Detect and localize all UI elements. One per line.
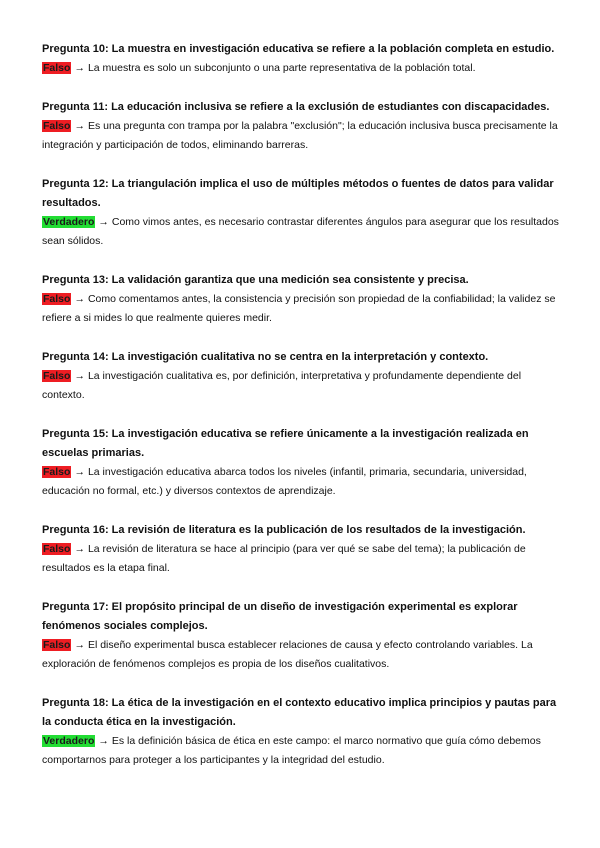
question-16 [42,521,560,578]
verdict-badge-verdadero: Verdadero [43,735,95,747]
arrow-right-icon: → [74,639,85,651]
question-answer [42,117,560,155]
question-title: Pregunta 18: La ética de la investigación en el contexto educativo implica principios y pautas para la conducta ética en la investigación. [42,697,557,728]
question-title: Pregunta 14: La investigación cualitativa no se centra en la interpretación y contexto. [42,351,489,363]
arrow-right-icon: → [98,216,109,228]
arrow-right-icon: → [74,370,85,382]
question-answer [42,732,560,770]
verdict-badge-falso: Falso [43,466,71,478]
arrow-right-icon: → [74,293,85,305]
arrow-right-icon: → [74,543,85,555]
question-title: Pregunta 13: La validación garantiza que una medición sea consistente y precisa. [42,274,469,286]
verdict-badge-falso: Falso [43,62,71,74]
question-title: Pregunta 15: La investigación educativa se refiere únicamente a la investigación realizada en escuelas primarias. [42,428,529,459]
question-title: Pregunta 12: La triangulación implica el uso de múltiples métodos o fuentes de datos para validar resultados. [42,178,554,209]
question-15 [42,425,560,501]
verdict-badge-falso: Falso [43,543,71,555]
verdict-badge-falso: Falso [43,639,71,651]
explanation-text: Es una pregunta con trampa por la palabra "exclusión"; la educación inclusiva busca precisamente la integración y participación de todos, eliminando barreras. [42,120,558,151]
question-18 [42,694,560,770]
question-answer [42,540,560,578]
question-11 [42,98,560,155]
question-10 [42,40,560,78]
verdict-badge-falso: Falso [43,293,71,305]
question-answer [42,59,560,78]
explanation-text: La revisión de literatura se hace al principio (para ver qué se sabe del tema); la publicación de resultados es la etapa final. [42,543,526,574]
explanation-text: La investigación cualitativa es, por definición, interpretativa y profundamente dependiente del contexto. [42,370,522,401]
explanation-text: Como vimos antes, es necesario contrastar diferentes ángulos para asegurar que los resultados sean sólidos. [42,216,559,247]
question-13 [42,271,560,328]
explanation-text: Como comentamos antes, la consistencia y precisión son propiedad de la confiabilidad; la validez se refiere a si mides lo que realmente quieres medir. [42,293,556,324]
question-14 [42,348,560,405]
question-17 [42,598,560,674]
document-page [42,40,560,790]
question-title: Pregunta 17: El propósito principal de un diseño de investigación experimental es explorar fenómenos sociales complejos. [42,601,518,632]
explanation-text: La muestra es solo un subconjunto o una parte representativa de la población total. [87,62,476,74]
question-answer [42,367,560,405]
question-answer [42,290,560,328]
arrow-right-icon: → [74,120,85,132]
arrow-right-icon: → [74,62,85,74]
verdict-badge-falso: Falso [43,370,71,382]
explanation-text: Es la definición básica de ética en este campo: el marco normativo que guía cómo debemos comportarnos para proteger a los participantes y la integridad del estudio. [42,735,541,766]
question-answer [42,213,560,251]
question-title: Pregunta 11: La educación inclusiva se refiere a la exclusión de estudiantes con discapacidades. [42,101,550,113]
question-12 [42,175,560,251]
question-title: Pregunta 10: La muestra en investigación educativa se refiere a la población completa en estudio. [42,43,555,55]
arrow-right-icon: → [98,735,109,747]
question-answer [42,463,560,501]
explanation-text: El diseño experimental busca establecer relaciones de causa y efecto controlando variables. La exploración de fenómenos complejos es propia de los diseños cualitativos. [42,639,533,670]
verdict-badge-falso: Falso [43,120,71,132]
explanation-text: La investigación educativa abarca todos los niveles (infantil, primaria, secundaria, universidad, educación no formal, etc.) y diversos contextos de aprendizaje. [42,466,527,497]
arrow-right-icon: → [74,466,85,478]
verdict-badge-verdadero: Verdadero [43,216,95,228]
question-answer [42,636,560,674]
question-title: Pregunta 16: La revisión de literatura es la publicación de los resultados de la investigación. [42,524,526,536]
